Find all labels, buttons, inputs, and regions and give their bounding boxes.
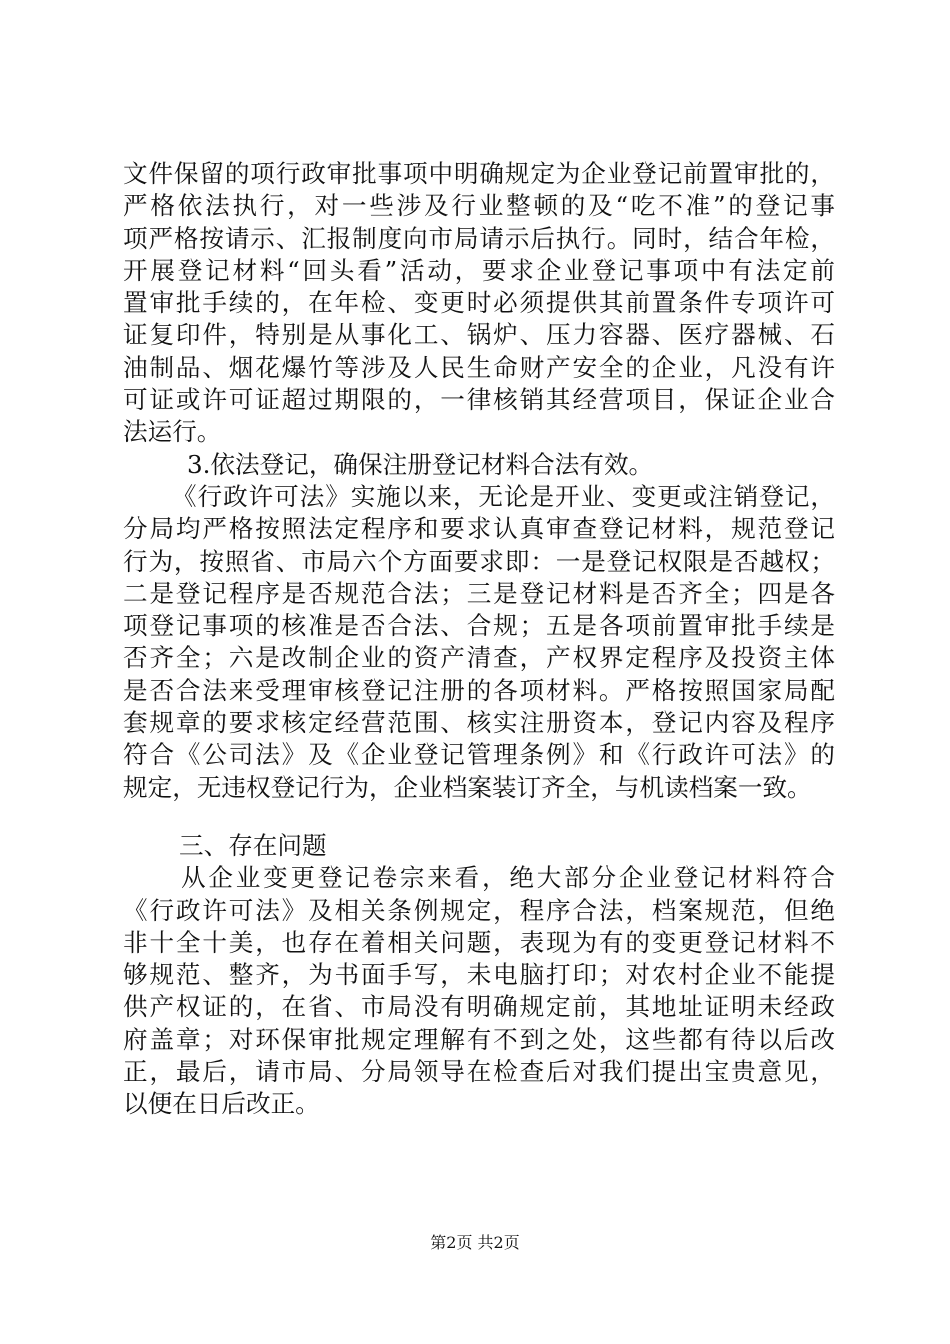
- text-line: 从企业变更登记卷宗来看，绝大部分企业登记材料符合: [181, 863, 835, 893]
- text-line: 二是登记程序是否规范合法；三是登记材料是否齐全；四是各: [123, 578, 835, 608]
- text-line: 符合《公司法》及《企业登记管理条例》和《行政许可法》的: [123, 740, 835, 770]
- text-line: 府盖章；对环保审批规定理解有不到之处，这些都有待以后改: [123, 1024, 835, 1054]
- paragraph-approval-items: [123, 158, 835, 449]
- text-line: 规定，无违权登记行为，企业档案装订齐全，与机读档案一致。: [123, 772, 812, 802]
- text-line: 文件保留的项行政审批事项中明确规定为企业登记前置审批的，: [123, 159, 835, 188]
- paragraph-gap: [123, 804, 835, 830]
- text-line: 法运行。: [123, 417, 222, 447]
- text-line: 严格依法执行，对一些涉及行业整顿的及“吃不准”的登记事: [123, 191, 835, 221]
- text-line: 是否合法来受理审核登记注册的各项材料。严格按照国家局配: [123, 675, 835, 705]
- text-line: 证复印件，特别是从事化工、锅炉、压力容器、医疗器械、石: [123, 320, 835, 350]
- text-line: 非十全十美，也存在着相关问题，表现为有的变更登记材料不: [123, 927, 835, 957]
- section-heading-existing-problems: 三、存在问题: [179, 830, 327, 860]
- text-line: 置审批手续的，在年检、变更时必须提供其前置条件专项许可: [123, 288, 835, 318]
- text-line: 够规范、整齐，为书面手写，未电脑打印；对农村企业不能提: [123, 960, 835, 990]
- subheading-lawful-registration: 3.依法登记，确保注册登记材料合法有效。: [187, 449, 654, 479]
- text-line: 油制品、烟花爆竹等涉及人民生命财产安全的企业，凡没有许: [123, 352, 835, 382]
- paragraph-administrative-license-law: [123, 481, 835, 804]
- text-line: 开展登记材料“回头看”活动，要求企业登记事项中有法定前: [123, 255, 835, 285]
- text-line: 否齐全；六是改制企业的资产清查，产权界定程序及投资主体: [123, 643, 835, 673]
- text-line: 行为，按照省、市局六个方面要求即：一是登记权限是否越权；: [123, 546, 835, 576]
- text-line: 《行政许可法》实施以来，无论是开业、变更或注销登记，: [172, 481, 835, 511]
- text-line: 可证或许可证超过期限的，一律核销其经营项目，保证企业合: [123, 385, 835, 415]
- text-line: 《行政许可法》及相关条例规定，程序合法，档案规范，但绝: [123, 895, 835, 925]
- text-line: 供产权证的，在省、市局没有明确规定前，其地址证明未经政: [123, 992, 835, 1022]
- paragraph-existing-problems: [123, 862, 835, 1120]
- document-body: [123, 158, 835, 1121]
- text-line: 项登记事项的核准是否合法、合规；五是各项前置审批手续是: [123, 611, 835, 641]
- text-line: 项严格按请示、汇报制度向市局请示后执行。同时，结合年检，: [123, 223, 835, 253]
- text-line: 正，最后，请市局、分局领导在检查后对我们提出宝贵意见，: [123, 1057, 835, 1087]
- text-line: 分局均严格按照法定程序和要求认真审查登记材料，规范登记: [123, 514, 835, 544]
- text-line: 以便在日后改正。: [123, 1089, 320, 1119]
- page-number-footer: 第2页 共2页: [430, 1233, 520, 1252]
- text-line: 套规章的要求核定经营范围、核实注册资本，登记内容及程序: [123, 708, 835, 738]
